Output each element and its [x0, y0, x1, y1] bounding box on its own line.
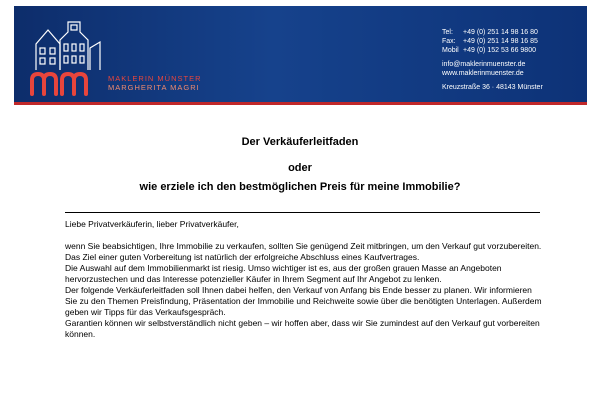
paragraph-4: Garantien können wir selbstverständlich nicht geben – wir hoffen aber, dass wir Sie zumindest auf den Verkauf gut vorbereiten können. — [65, 318, 540, 339]
mobil-number[interactable]: +49 (0) 152 53 66 9800 — [463, 47, 536, 54]
brand-line-2: MARGHERITA MAGRI — [108, 83, 200, 92]
building-logo-icon — [28, 14, 110, 96]
brand-name — [108, 74, 202, 92]
mobil-label: Mobil — [442, 47, 459, 54]
fax-number: +49 (0) 251 14 98 16 85 — [463, 38, 538, 45]
fax-label: Fax: — [442, 38, 456, 45]
document-title: Der Verkäuferleitfaden — [241, 136, 359, 148]
salutation: Liebe Privatverkäuferin, lieber Privatverkäufer, — [65, 219, 239, 229]
contact-tel — [442, 28, 543, 37]
brand-line-1: MAKLERIN MÜNSTER — [108, 74, 202, 83]
paragraph-1: wenn Sie beabsichtigen, Ihre Immobilie zu verkaufen, sollten Sie genügend Zeit mitbringen, um den Verkauf gut vorzubereiten. Das Ziel einer guten Vorbereitung ist natürlich der erfolgreiche Abschluss eines Kaufvertrages. — [65, 241, 542, 262]
paragraph-3: Der folgende Verkäuferleitfaden soll Ihnen dabei helfen, den Verkauf von Anfang bis Ende besser zu planen. Wir informieren Sie zu den Themen Preisfindung, Präsentation der Immobilie und Reichweite sowie über die benötigten Unterlagen. Außerdem geben wir Tipps für das Verkaufsgespräch. — [65, 285, 542, 317]
tel-label: Tel: — [442, 29, 453, 36]
contact-fax — [442, 37, 543, 46]
contact-website[interactable]: www.maklerinmuenster.de — [442, 70, 524, 77]
document-subtitle: wie erziele ich den bestmöglichen Preis für meine Immobilie? — [139, 181, 461, 193]
contact-address: Kreuzstraße 36 · 48143 Münster — [442, 84, 543, 91]
title-divider — [65, 212, 540, 213]
letter-text — [65, 219, 543, 340]
contact-block — [442, 28, 543, 92]
contact-mobil — [442, 46, 543, 55]
paragraph-2: Die Auswahl auf dem Immobilienmarkt ist riesig. Umso wichtiger ist es, aus der großen grauen Masse an Angeboten hervorzustechen und das Interesse potenzieller Käufer in Ihrem Segment auf Ihr Angebot zu lenken. — [65, 263, 502, 284]
tel-number[interactable]: +49 (0) 251 14 98 16 80 — [463, 29, 538, 36]
header-banner — [14, 6, 587, 105]
document-title-or: oder — [288, 162, 312, 174]
contact-email[interactable]: info@maklerinmuenster.de — [442, 61, 526, 68]
